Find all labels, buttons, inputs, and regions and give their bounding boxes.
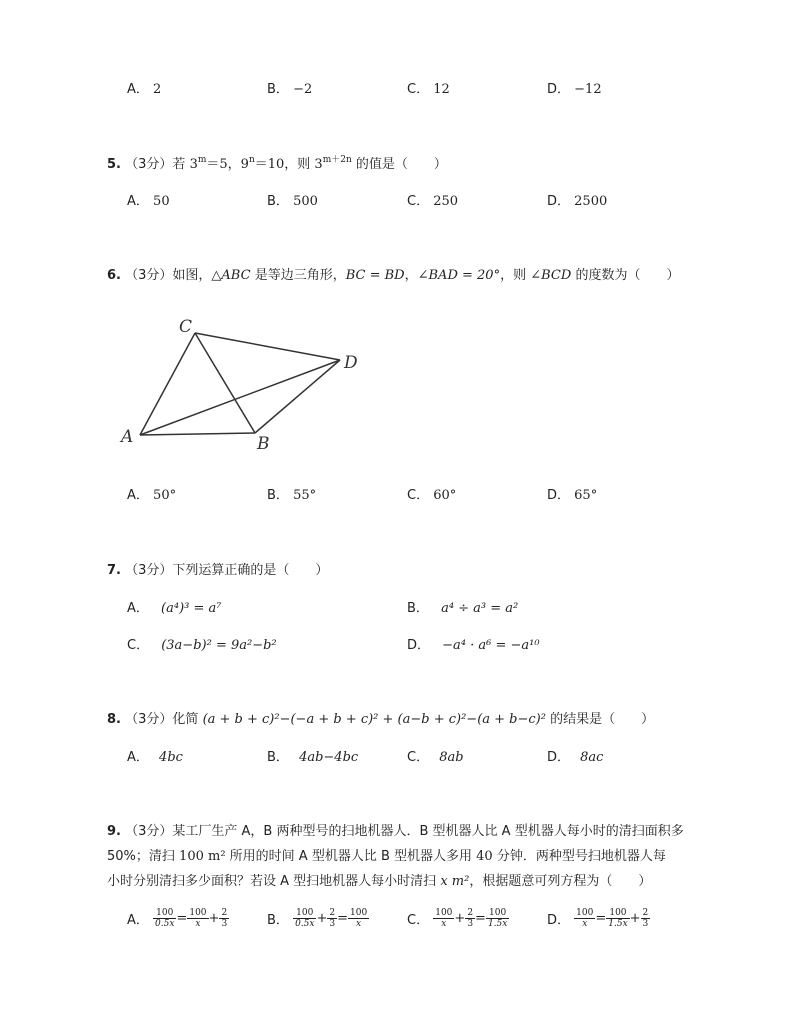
q8-option-d[interactable]: D． 8ac	[547, 750, 604, 765]
label-c: C	[179, 317, 193, 337]
q8-option-a[interactable]: A． 4bc	[127, 750, 183, 765]
segment-bd	[255, 360, 340, 433]
fraction: $\frac{100}{x}$	[435, 908, 453, 929]
q8-option-b[interactable]: B． 4ab−4bc	[267, 750, 359, 765]
q9-option-a[interactable]: A． $\frac{100}{0.5x}$ = $\frac{100}{x}$ + $\frac{2}{3}$	[127, 908, 228, 929]
q5-option-c[interactable]: C． 250	[407, 194, 459, 209]
q7-option-a[interactable]: A． (a⁴)³ = a⁷	[127, 601, 222, 616]
fraction: $\frac{100}{x}$	[576, 908, 594, 929]
q9-score: （3分）	[125, 824, 173, 839]
fraction: $\frac{2}{3}$	[467, 908, 474, 929]
q6-option-a[interactable]: A． 50°	[127, 488, 177, 503]
q9-stem-line1: 9. （3分）某工厂生产 A，B 两种型号的扫地机器人．B 型机器人比 A 型机器人每小时的清扫面积多	[107, 824, 684, 839]
label-d: D	[344, 353, 358, 373]
q6-option-d[interactable]: D． 65°	[547, 488, 598, 503]
q6-option-b[interactable]: B． 55°	[267, 488, 317, 503]
q7-number: 7.	[107, 563, 121, 578]
q5-option-b[interactable]: B． 500	[267, 194, 318, 209]
q5-option-a[interactable]: A． 50	[127, 194, 170, 209]
fraction: $\frac{2}{3}$	[329, 908, 336, 929]
q6-score: （3分）	[125, 268, 173, 283]
fraction: $\frac{100}{1.5x}$	[608, 908, 628, 929]
q6-stem: 6. （3分）如图，△ABC 是等边三角形，BC = BD，∠BAD = 20°，则 ∠BCD 的度数为（ ）	[107, 268, 680, 283]
fraction: $\frac{100}{x}$	[189, 908, 207, 929]
q8-number: 8.	[107, 712, 121, 727]
label-a: A	[121, 427, 134, 447]
q8-stem: 8. （3分）化简 (a + b + c)²−(−a + b + c)² + (a−b + c)²−(a + b−c)² 的结果是（ ）	[107, 712, 655, 727]
q9-stem-line3: 小时分别清扫多少面积？若设 A 型扫地机器人每小时清扫 x m²，根据题意可列方程为（ ）	[107, 874, 652, 889]
segment-ad	[140, 360, 340, 435]
fraction: $\frac{100}{0.5x}$	[295, 908, 315, 929]
q6-option-c[interactable]: C． 60°	[407, 488, 457, 503]
q5-score: （3分）	[125, 157, 173, 172]
q4-option-d[interactable]: D． −12	[547, 82, 602, 97]
q5-stem: 5. （3分）若 $3^m=5$，$9^n=10$，则 $3^{m+2n}$ 的值是（ ）	[107, 155, 447, 172]
segment-cd	[195, 333, 340, 360]
q9-stem-line2: 50%；清扫 100 m² 所用的时间 A 型机器人比 B 型机器人多用 40 分钟．两种型号扫地机器人每	[107, 849, 666, 864]
q7-option-c[interactable]: C． (3a−b)² = 9a²−b²	[127, 638, 277, 653]
label-b: B	[257, 434, 270, 454]
q6-number: 6.	[107, 268, 121, 283]
fraction: $\frac{100}{x}$	[350, 908, 368, 929]
q4-option-a[interactable]: A． 2	[127, 82, 162, 97]
q9-option-d[interactable]: D． $\frac{100}{x}$ = $\frac{100}{1.5x}$ + $\frac{2}{3}$	[547, 908, 649, 929]
q4-option-b[interactable]: B． −2	[267, 82, 313, 97]
fraction: $\frac{2}{3}$	[642, 908, 649, 929]
q7-score: （3分）	[125, 563, 173, 578]
fraction: $\frac{100}{0.5x}$	[155, 908, 175, 929]
q9-number: 9.	[107, 824, 121, 839]
fraction: $\frac{100}{1.5x}$	[487, 908, 508, 929]
q6-figure	[110, 305, 370, 455]
q7-option-d[interactable]: D． −a⁴ · a⁶ = −a¹⁰	[407, 638, 540, 653]
q9-option-b[interactable]: B． $\frac{100}{0.5x}$ + $\frac{2}{3}$ = $\frac{100}{x}$	[267, 908, 368, 929]
segment-ab	[140, 433, 255, 435]
q8-option-c[interactable]: C． 8ab	[407, 750, 464, 765]
q7-option-b[interactable]: B． a⁴ ÷ a³ = a²	[407, 601, 519, 616]
q9-option-c[interactable]: C． $\frac{100}{x}$ + $\frac{2}{3}$ = $\frac{100}{1.5x}$	[407, 908, 508, 929]
q8-score: （3分）	[125, 712, 173, 727]
q7-stem: 7. （3分）下列运算正确的是（ ）	[107, 563, 329, 578]
fraction: $\frac{2}{3}$	[221, 908, 228, 929]
q5-option-d[interactable]: D． 2500	[547, 194, 608, 209]
q4-option-c[interactable]: C． 12	[407, 82, 450, 97]
q5-number: 5.	[107, 157, 121, 172]
segment-ac	[140, 333, 195, 435]
segment-cb	[195, 333, 255, 433]
